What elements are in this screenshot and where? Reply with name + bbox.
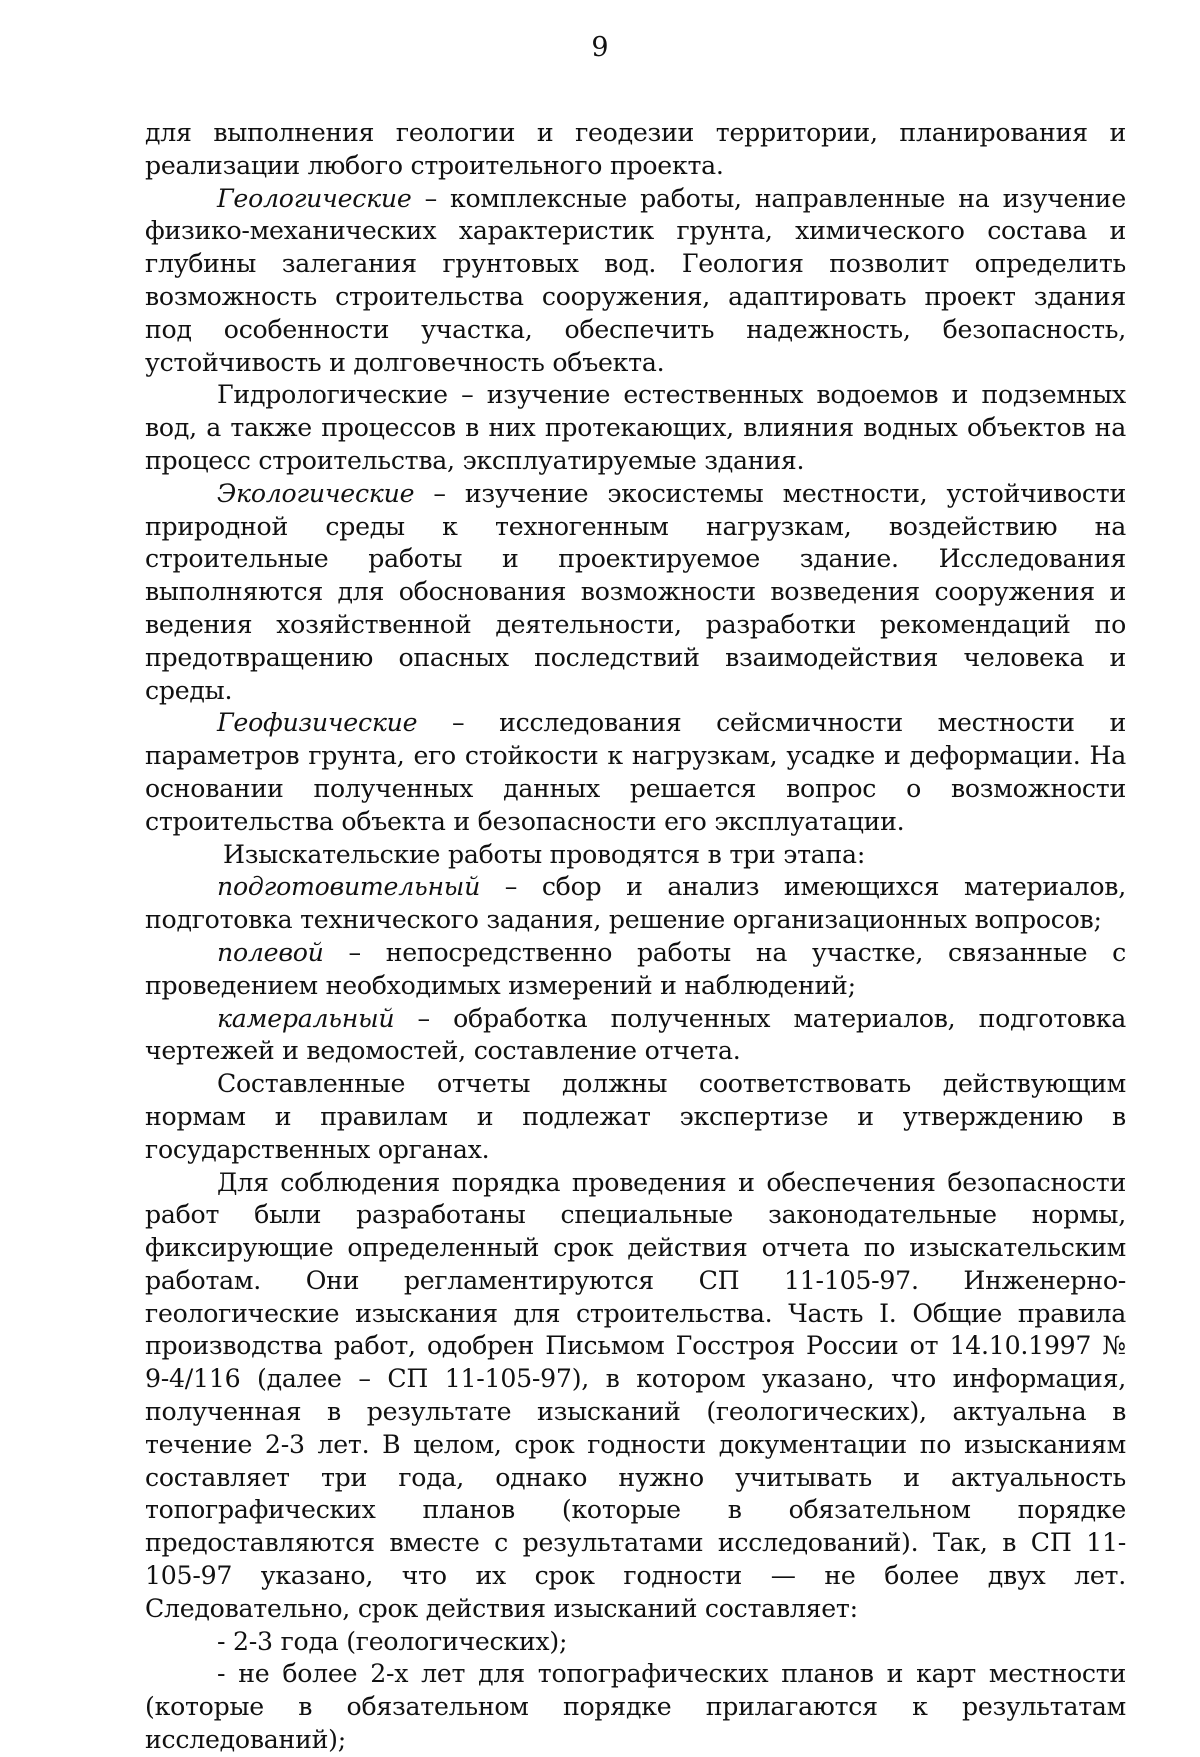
term-office: камеральный [217,1003,395,1033]
term-ecological: Экологические [217,478,415,508]
paragraph-text: Гидрологические – изучение естественных водоемов и подземных вод, а также процессов в них протекающих, влияния водных объектов на процесс строительства, эксплуатируемые здания. [145,380,1126,475]
document-body [145,117,1126,1757]
paragraph-geological [145,183,1126,380]
page-number: 9 [591,32,609,63]
paragraph-regulations [145,1167,1126,1626]
term-field: полевой [217,937,324,967]
paragraph-continuation [145,117,1126,183]
paragraph-text: для выполнения геологии и геодезии территории, планирования и реализации любого строительного проекта. [145,118,1126,180]
paragraph-text: – комплексные работы, направленные на изучение физико-механических характеристик грунта, химического состава и глубины залегания грунтовых вод. Геология позволит определить возможность строительства сооружения, адаптировать проект здания под особенности участка, обеспечить надежность, безопасность, устойчивость и долговечность объекта. [145,183,1126,377]
paragraph-reports [145,1068,1126,1166]
paragraph-stage-field [145,937,1126,1003]
paragraph-text: Составленные отчеты должны соответствовать действующим нормам и правилам и подлежат экспертизе и утверждению в государственных органах. [145,1069,1126,1164]
paragraph-text: Для соблюдения порядка проведения и обеспечения безопасности работ были разработаны специальные законодательные нормы, фиксирующие определенный срок действия отчета по изыскательским работам. Они регламентируются СП 11-105-97. Инженерно-геологические изыскания для строительства. Часть I. Общие правила производства работ, одобрен Письмом Госстроя России от 14.10.1997 № 9-4/116 (далее – СП 11-105-97), в котором указано, что информация, полученная в результате изысканий (геологических), актуальна в течение 2-3 лет. В целом, срок годности документации по изысканиям составляет три года, однако нужно учитывать и актуальность топографических планов (которые в обязательном порядке предоставляются вместе с результатами исследований). Так, в СП 11-105-97 указано, что их срок годности — не более двух лет. Следовательно, срок действия изысканий составляет: [145,1167,1126,1623]
paragraph-text: Изыскательские работы проводятся в три этапа: [223,839,866,869]
paragraph-text: – обработка полученных материалов, подготовка чертежей и ведомостей, составление отчета. [145,1003,1126,1066]
term-geological: Геологические [217,183,412,213]
term-geophysical: Геофизические [217,708,418,738]
list-item-text: - не более 2-х лет для топографических планов и карт местности (которые в обязательном порядке прилагаются к результатам исследований); [145,1659,1126,1755]
paragraph-text: – изучение экосистемы местности, устойчивости природной среды к техногенным нагрузкам, воздействию на строительные работы и проектируемое здание. Исследования выполняются для обоснования возможности возведения сооружения и ведения хозяйственной деятельности, разработки рекомендаций по предотвращению опасных последствий взаимодействия человека и среды. [145,478,1126,705]
paragraph-stage-preparatory [145,871,1126,937]
paragraph-text: – исследования сейсмичности местности и параметров грунта, его стойкости к нагрузкам, усадке и деформации. На основании полученных данных решается вопрос о возможности строительства объекта и безопасности его эксплуатации. [145,708,1126,836]
list-item-geological-term [145,1626,1126,1659]
list-item-text: - 2-3 года (геологических); [217,1626,568,1656]
paragraph-stage-office [145,1003,1126,1069]
list-item-topographic-term [145,1658,1126,1756]
paragraph-geophysical [145,707,1126,838]
paragraph-stages-intro [145,839,1126,872]
paragraph-text: – непосредственно работы на участке, связанные с проведением необходимых измерений и наблюдений; [145,937,1126,1000]
term-preparatory: подготовительный [217,872,481,902]
paragraph-hydrological [145,379,1126,477]
paragraph-ecological [145,478,1126,708]
paragraph-text: – сбор и анализ имеющихся материалов, подготовка технического задания, решение организационных вопросов; [145,872,1126,935]
